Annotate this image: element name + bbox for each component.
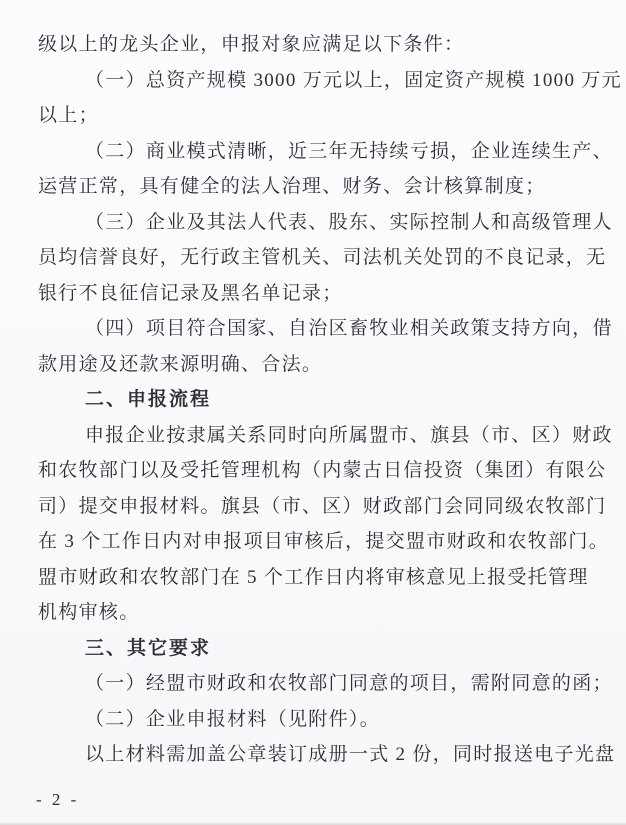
list-item-line: （一）总资产规模 3000 万元以上，固定资产规模 1000 万元 — [85, 69, 622, 91]
list-item-line: （一）经盟市财政和农牧部门同意的项目，需附同意的函； — [85, 673, 613, 694]
list-item-line: （二）商业模式清晰，近三年无持续亏损，企业连续生产、 — [85, 140, 613, 162]
body-line: 机构审核。 — [38, 602, 140, 623]
body-line: 员均信誉良好，无行政主管机关、司法机关处罚的不良记录，无 — [38, 247, 607, 268]
body-line: 运营正常，具有健全的法人治理、财务、会计核算制度； — [38, 176, 546, 197]
document-body — [38, 27, 622, 773]
list-item-line: （三）企业及其法人代表、股东、实际控制人和高级管理人 — [85, 211, 613, 233]
paragraph-line: 以上材料需加盖公章装订成册一式 2 份，同时报送电子光盘 — [85, 744, 616, 765]
body-line: 级以上的龙头企业，申报对象应满足以下条件： — [38, 34, 465, 55]
body-line: 盟市财政和农牧部门在 5 个工作日内将审核意见上报受托管理 — [38, 566, 589, 588]
body-line: 款用途及还款来源明确、合法。 — [38, 353, 323, 375]
body-line: 银行不良征信记录及黑名单记录； — [38, 282, 343, 304]
list-item-line: （四）项目符合国家、自治区畜牧业相关政策支持方向，借 — [85, 318, 613, 339]
paragraph-line: 申报企业按隶属关系同时向所属盟市、旗县（市、区）财政 — [85, 424, 613, 446]
body-line: 在 3 个工作日内对申报项目审核后，提交盟市财政和农牧部门。 — [38, 531, 610, 552]
body-line: 司）提交申报材料。旗县（市、区）财政部门会同同级农牧部门 — [38, 495, 607, 517]
body-line: 和农牧部门以及受托管理机构（内蒙古日信投资（集团）有限公 — [38, 460, 607, 481]
section-heading: 三、其它要求 — [85, 637, 212, 659]
body-line: 以上； — [38, 105, 99, 126]
list-item-line: （二）企业申报材料（见附件）。 — [85, 708, 381, 730]
section-heading: 二、申报流程 — [85, 389, 212, 410]
page-number: - 2 - — [36, 790, 80, 809]
